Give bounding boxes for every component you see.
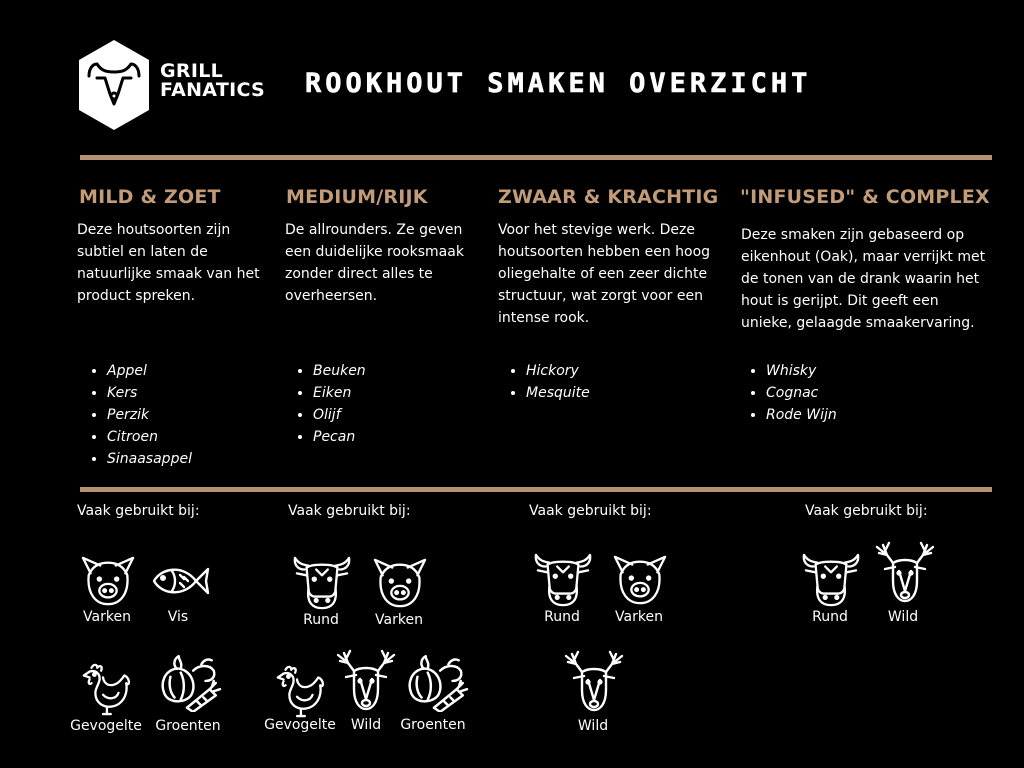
heading-mild-zoet: MILD & ZOET bbox=[79, 186, 221, 208]
top-divider bbox=[80, 155, 992, 160]
used-label-medium-rijk: Vaak gebruikt bij: bbox=[288, 503, 411, 519]
use-label: Groenten bbox=[400, 717, 466, 733]
description-infused-complex: Deze smaken zijn gebaseerd op eikenhout (Oak), maar verrijkt met de tonen van de drank waarin het hout is gerijpt. Dit geeft een unieke, gelaagde smaakervaring. bbox=[741, 227, 986, 331]
wood-item: • Kers bbox=[107, 382, 192, 404]
wood-item: • Hickory bbox=[526, 360, 590, 382]
wood-item: • Cognac bbox=[766, 382, 837, 404]
heading-zwaar-krachtig: ZWAAR & KRACHTIG bbox=[498, 186, 719, 208]
chicken-icon bbox=[272, 664, 326, 718]
used-label-zwaar-krachtig: Vaak gebruikt bij: bbox=[529, 503, 652, 519]
chicken-icon bbox=[78, 662, 132, 716]
wood-item: • Sinaasappel bbox=[107, 448, 192, 470]
use-label: Rund bbox=[812, 609, 848, 625]
cow-icon bbox=[291, 556, 353, 612]
use-label: Wild bbox=[577, 718, 609, 734]
pig-icon bbox=[78, 554, 138, 608]
wood-item: • Perzik bbox=[107, 404, 192, 426]
pig-icon bbox=[370, 556, 430, 610]
page-title: ROOKHOUT SMAKEN OVERZICHT bbox=[305, 68, 812, 99]
heading-medium-rijk: MEDIUM/RIJK bbox=[286, 186, 428, 208]
used-label-mild-zoet: Vaak gebruikt bij: bbox=[77, 503, 200, 519]
deer-icon bbox=[334, 647, 398, 713]
use-label: Varken bbox=[83, 609, 131, 625]
brand-line2: FANATICS bbox=[160, 79, 266, 101]
vegetables-icon bbox=[403, 654, 469, 712]
use-label: Wild bbox=[887, 609, 919, 625]
brand-line1: GRILL bbox=[160, 60, 224, 82]
use-label: Rund bbox=[544, 609, 580, 625]
use-label: Wild bbox=[350, 717, 382, 733]
deer-icon bbox=[562, 648, 626, 714]
use-label: Gevogelte bbox=[70, 718, 142, 734]
brand-name bbox=[160, 62, 265, 100]
use-label: Vis bbox=[167, 609, 189, 625]
wood-item: • Pecan bbox=[313, 426, 366, 448]
wood-item: • Beuken bbox=[313, 360, 366, 382]
heading-infused-complex: "INFUSED" & COMPLEX bbox=[740, 186, 990, 208]
cow-icon bbox=[532, 553, 594, 609]
wood-item: • Whisky bbox=[766, 360, 837, 382]
use-label: Rund bbox=[303, 612, 339, 628]
pig-icon bbox=[610, 553, 670, 607]
description-zwaar-krachtig: Voor het stevige werk. Deze houtsoorten hebben een hoog oliegehalte of een zeer dichte structuur, wat zorgt voor een intense rook. bbox=[498, 222, 711, 326]
use-label: Groenten bbox=[155, 718, 221, 734]
description-mild-zoet: Deze houtsoorten zijn subtiel en laten de natuurlijke smaak van het product spreken. bbox=[77, 222, 260, 304]
cow-icon bbox=[800, 553, 862, 609]
wood-item: • Rode Wijn bbox=[766, 404, 837, 426]
use-label: Varken bbox=[615, 609, 663, 625]
wood-list-infused-complex bbox=[736, 360, 837, 426]
wood-item: • Appel bbox=[107, 360, 192, 382]
wood-item: • Mesquite bbox=[526, 382, 590, 404]
wood-list-medium-rijk bbox=[283, 360, 366, 448]
middle-divider bbox=[80, 487, 992, 492]
wood-item: • Citroen bbox=[107, 426, 192, 448]
description-medium-rijk: De allrounders. Ze geven een duidelijke rooksmaak zonder direct alles te overheersen. bbox=[285, 222, 464, 304]
deer-icon bbox=[873, 539, 937, 605]
wood-item: • Eiken bbox=[313, 382, 366, 404]
wood-list-zwaar-krachtig bbox=[496, 360, 590, 404]
used-label-infused-complex: Vaak gebruikt bij: bbox=[805, 503, 928, 519]
use-label: Gevogelte bbox=[264, 717, 336, 733]
grill-fanatics-logo bbox=[79, 40, 149, 130]
wood-item: • Olijf bbox=[313, 404, 366, 426]
vegetables-icon bbox=[156, 654, 222, 712]
wood-list-mild-zoet bbox=[77, 360, 192, 470]
use-label: Varken bbox=[375, 612, 423, 628]
fish-icon bbox=[150, 560, 210, 602]
